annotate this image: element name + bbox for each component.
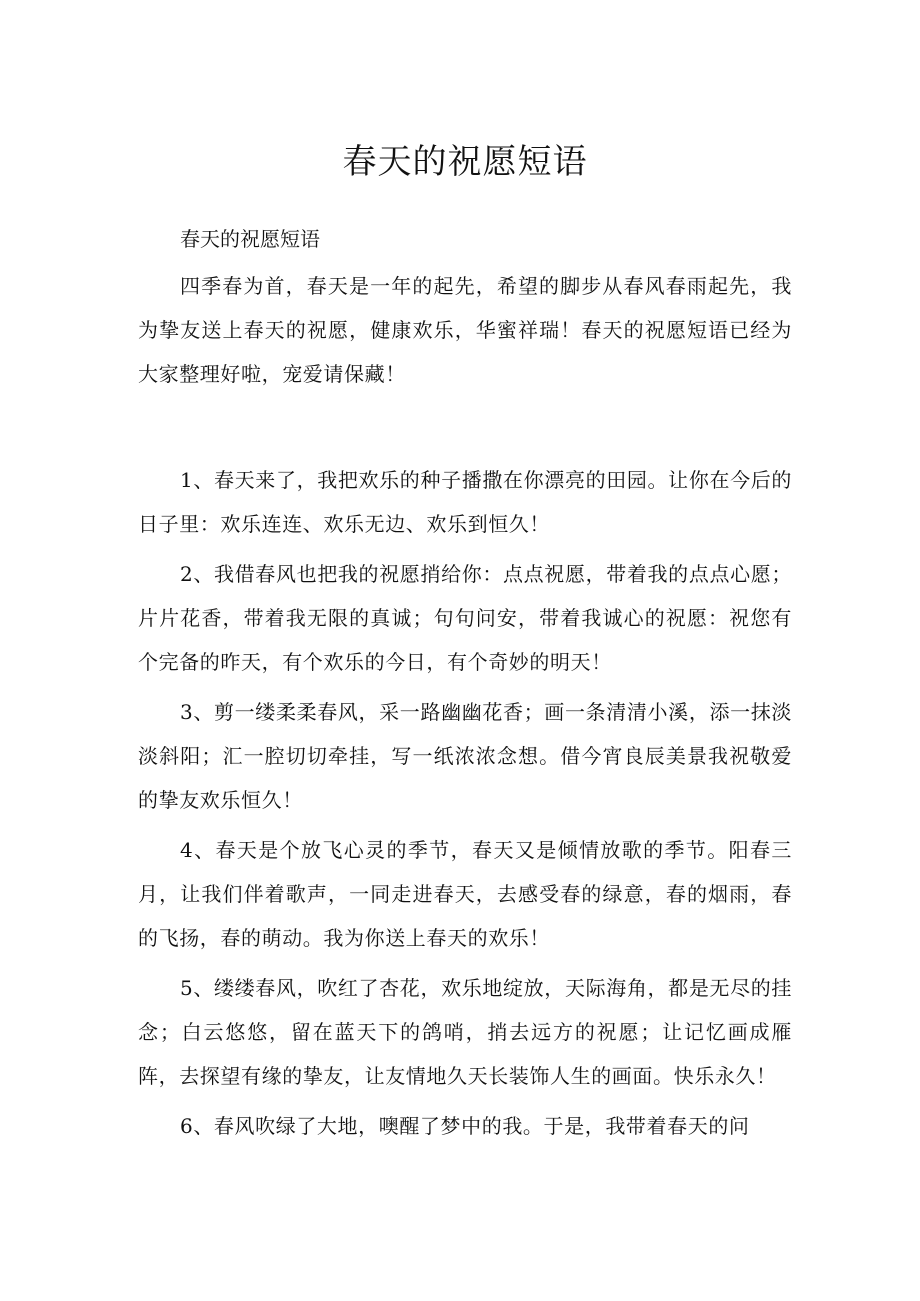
document-title: 春天的祝愿短语 [342,142,588,182]
wish-item-5: 5、缕缕春风，吹红了杏花，欢乐地绽放，天际海角，都是无尽的挂念；白云悠悠，留在蓝天下的鸽哨，捎去远方的祝愿；让记忆画成雁阵，去探望有缘的挚友，让友情地久天长装饰人生的画面。快乐永久！ [138,976,792,1088]
intro-paragraph: 四季春为首，春天是一年的起先，希望的脚步从春风春雨起先，我为挚友送上春天的祝愿，健康欢乐，华蜜祥瑞！春天的祝愿短语已经为大家整理好啦，宠爱请保藏！ [138,274,792,386]
wish-item-2: 2、我借春风也把我的祝愿捎给你：点点祝愿，带着我的点点心愿；片片花香，带着我无限的真诚；句句问安，带着我诚心的祝愿：祝您有个完备的昨天，有个欢乐的今日，有个奇妙的明天！ [138,562,792,674]
wish-item-6: 6、春风吹绿了大地，噢醒了梦中的我。于是，我带着春天的问 [180,1114,750,1138]
wish-list [138,458,792,1148]
paragraph-spacer [138,396,792,458]
document-subtitle: 春天的祝愿短语 [180,227,320,251]
wish-item-1: 1、春天来了，我把欢乐的种子播撒在你漂亮的田园。让你在今后的日子里：欢乐连连、欢乐无边、欢乐到恒久！ [138,468,792,536]
wish-item-3: 3、剪一缕柔柔春风，采一路幽幽花香；画一条清清小溪，添一抹淡淡斜阳；汇一腔切切牵挂，写一纸浓浓念想。借今宵良辰美景我祝敬爱的挚友欢乐恒久！ [138,700,792,812]
wish-item-4: 4、春天是个放飞心灵的季节，春天又是倾情放歌的季节。阳春三月，让我们伴着歌声，一同走进春天，去感受春的绿意，春的烟雨，春的飞扬，春的萌动。我为你送上春天的欢乐！ [138,838,792,950]
